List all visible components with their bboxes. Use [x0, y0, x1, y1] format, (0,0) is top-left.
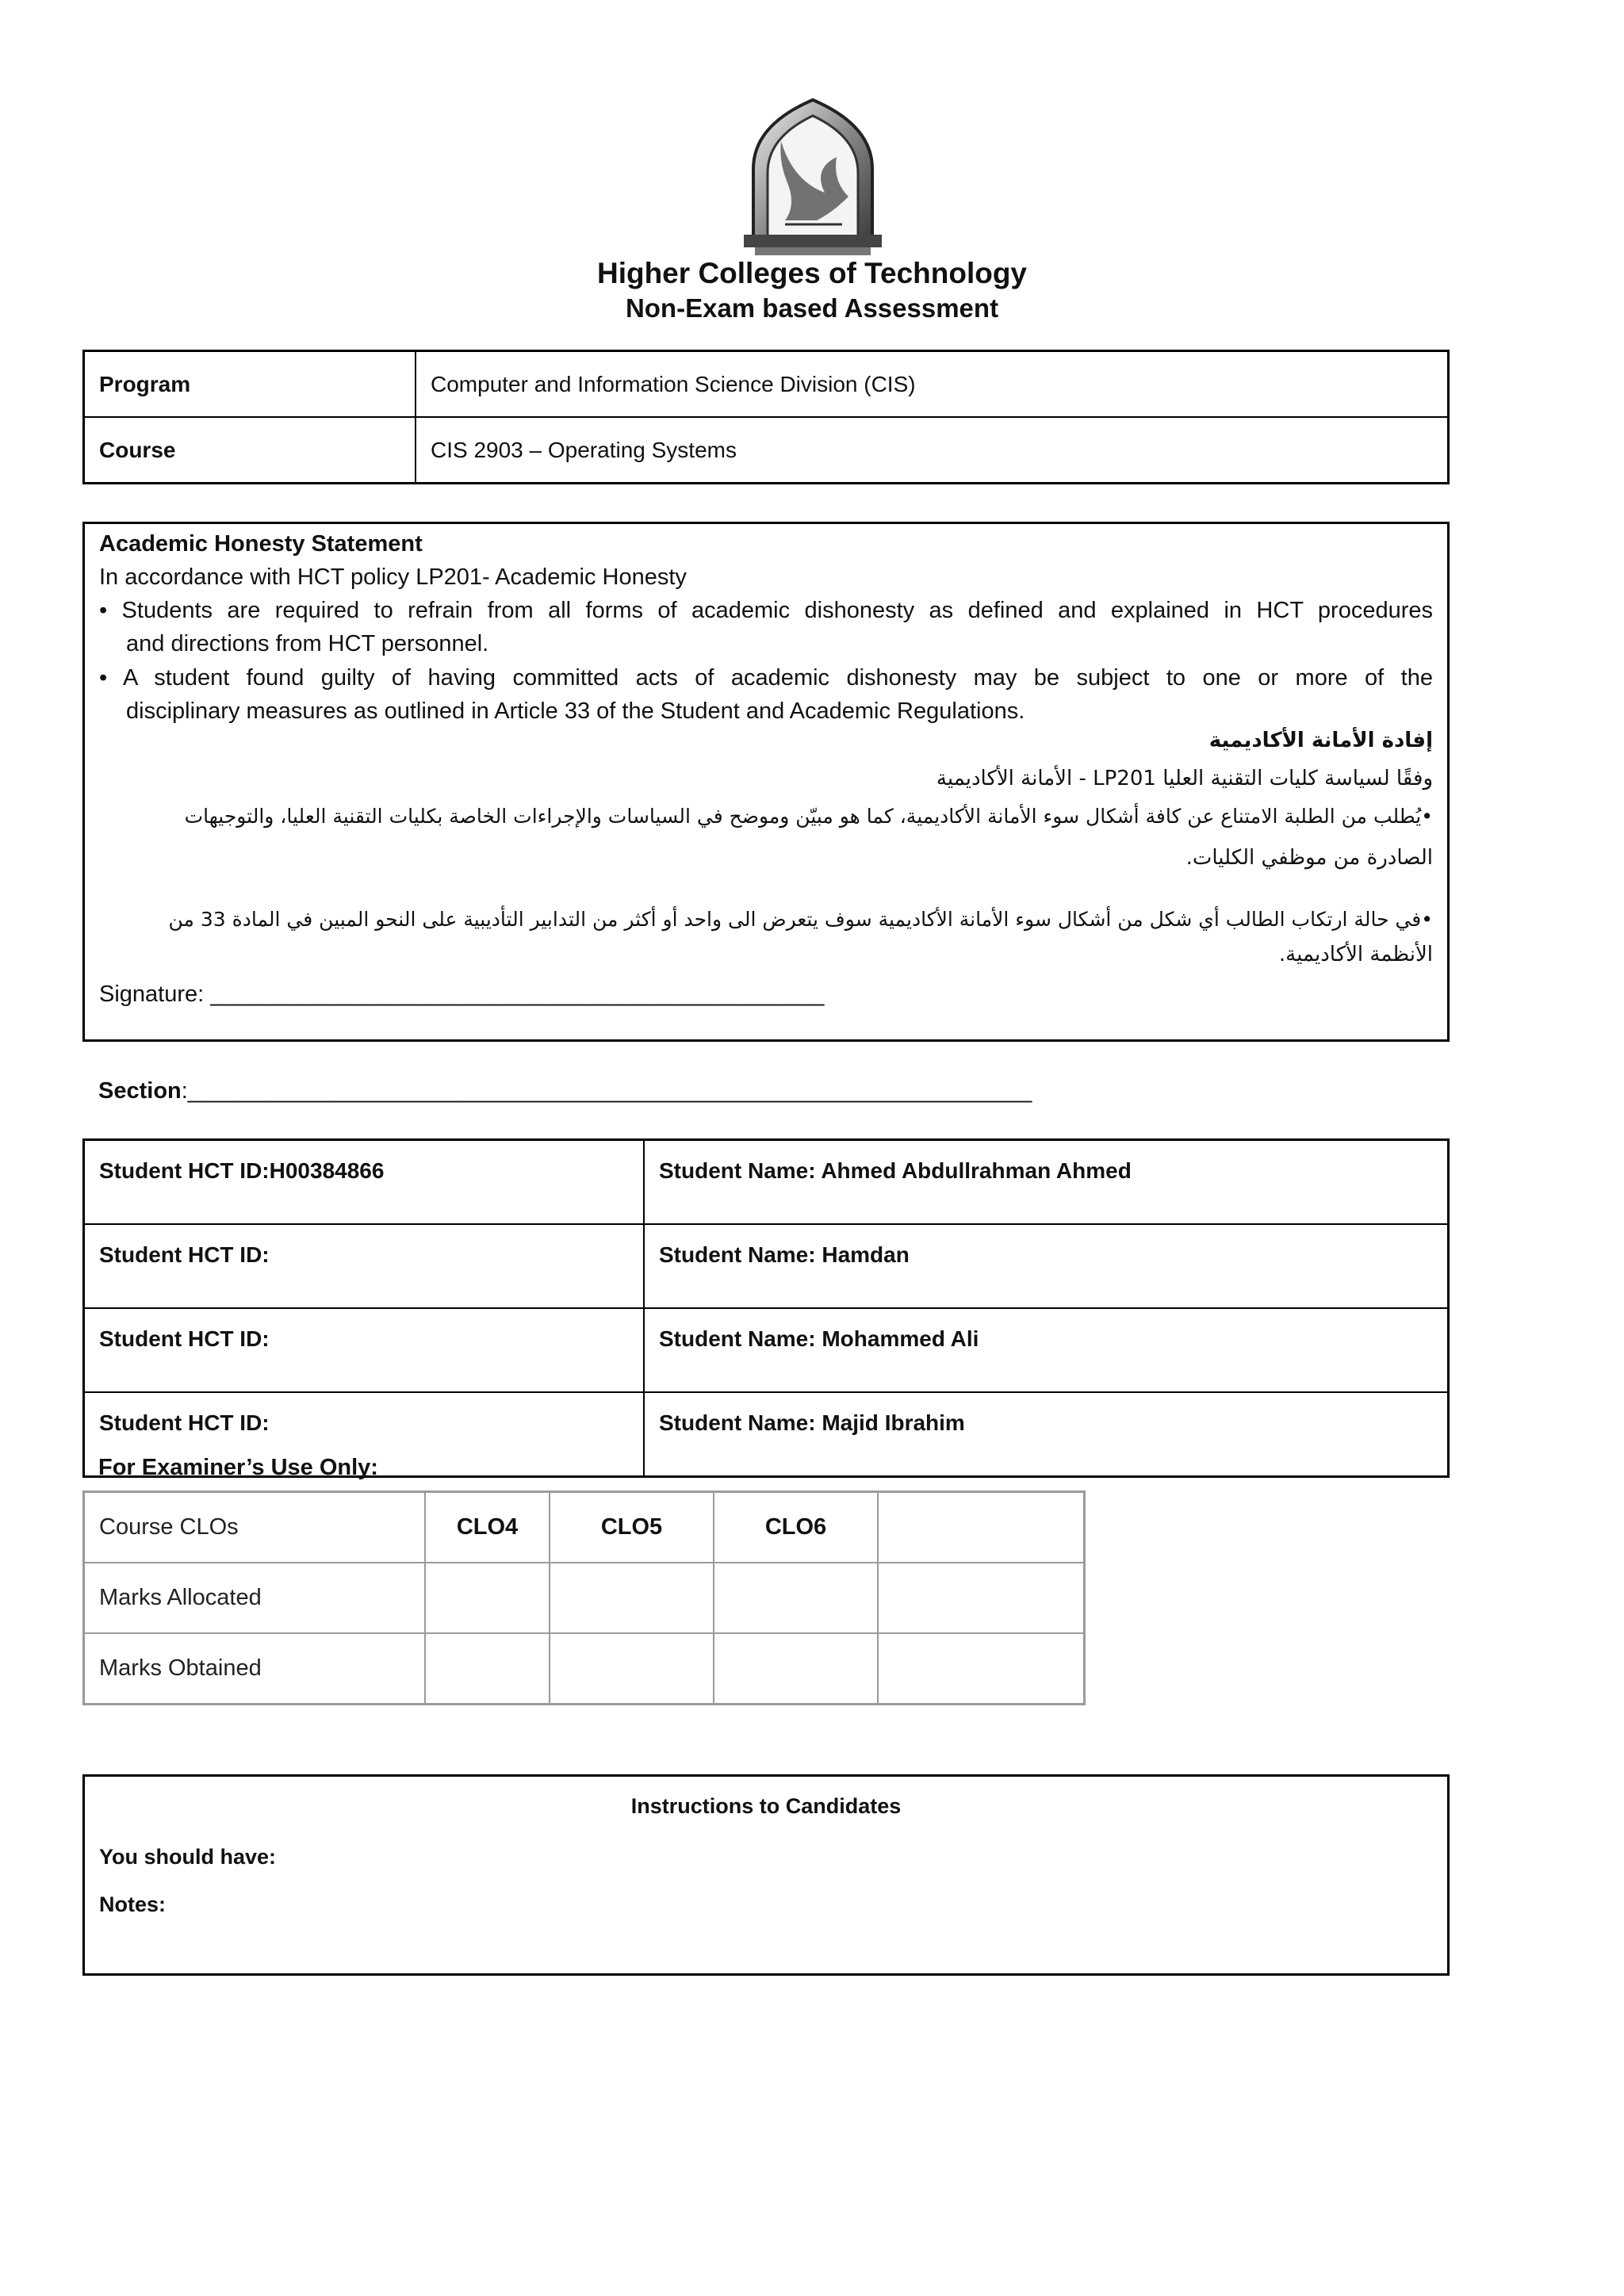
instructions-box — [82, 1774, 1450, 1976]
student-row — [84, 1140, 1449, 1225]
examiner-table — [82, 1490, 1086, 1705]
course-row — [84, 417, 1449, 484]
student-name[interactable]: Student Name: Majid Ibrahim — [644, 1392, 1449, 1477]
student-id[interactable]: Student HCT ID: — [84, 1392, 645, 1477]
student-name[interactable]: Student Name: Mohammed Ali — [644, 1308, 1449, 1392]
marks-cell[interactable] — [550, 1633, 714, 1705]
honesty-bullet1-line1: • Students are required to refrain from all forms of academic dishonesty as defined and explained in HCT procedures — [99, 598, 1433, 623]
institution-title: Higher Colleges of Technology — [596, 257, 1028, 289]
honesty-policy-line: In accordance with HCT policy LP201- Academic Honesty — [99, 564, 687, 590]
marks-allocated-label: Marks Allocated — [84, 1563, 426, 1633]
honesty-arabic-bullet2-line1: •في حالة ارتكاب الطالب أي شكل من أشكال سوء الأمانة الأكاديمية سوف يتعرض الى واحد أو أكثر من التدابير التأديبية على النحو المبين في المادة 33 من — [168, 908, 1433, 931]
academic-honesty-box — [82, 522, 1450, 1042]
instructions-title: Instructions to Candidates — [630, 1794, 902, 1818]
notes-label: Notes: — [99, 1892, 167, 1916]
marks-cell[interactable] — [425, 1633, 550, 1705]
honesty-bullet2-line1: • A student found guilty of having committed acts of academic dishonesty may be subject to one or more of the — [99, 665, 1433, 691]
marks-cell[interactable] — [714, 1633, 878, 1705]
marks-obtained-row — [84, 1633, 1085, 1705]
program-label: Program — [84, 351, 416, 418]
clo-header: CLO6 — [714, 1492, 878, 1563]
honesty-bullet1-line2: and directions from HCT personnel. — [126, 631, 489, 656]
course-label: Course — [84, 417, 416, 484]
honesty-arabic-bullet1-line2: الصادرة من موظفي الكليات. — [1185, 846, 1433, 870]
students-table — [82, 1138, 1450, 1478]
honesty-arabic-bullet2-line2: الأنظمة الأكاديمية. — [1278, 943, 1433, 966]
student-id[interactable]: Student HCT ID: — [84, 1224, 645, 1308]
examiner-title: For Examiner’s Use Only: — [98, 1455, 378, 1480]
marks-cell[interactable] — [550, 1563, 714, 1633]
honesty-arabic-bullet1-line1: •يُطلب من الطلبة الامتناع عن كافة أشكال سوء الأمانة الأكاديمية، كما هو مبيّن وموضح في السياسات والإجراءات الخاصة بكليات التقنية العليا، والتوجيهات — [184, 805, 1433, 828]
honesty-arabic-title: إفادة الأمانة الأكاديمية — [1208, 729, 1433, 752]
honesty-title: Academic Honesty Statement — [99, 531, 423, 557]
clo-row — [84, 1492, 1085, 1563]
course-value: CIS 2903 – Operating Systems — [416, 417, 1449, 484]
section-label: Section — [98, 1078, 182, 1104]
assessment-type-title: Non-Exam based Assessment — [625, 293, 999, 323]
honesty-arabic-policy: وفقًا لسياسة كليات التقنية العليا LP201 - الأمانة الأكاديمية — [936, 767, 1433, 790]
marks-obtained-label: Marks Obtained — [84, 1633, 426, 1705]
marks-cell[interactable] — [714, 1563, 878, 1633]
clo-header — [878, 1492, 1085, 1563]
student-name[interactable]: Student Name: Ahmed Abdullrahman Ahmed — [644, 1140, 1449, 1225]
program-course-table — [82, 350, 1450, 484]
should-have-label: You should have: — [99, 1845, 277, 1869]
student-id[interactable]: Student HCT ID: — [84, 1308, 645, 1392]
student-row — [84, 1308, 1449, 1392]
program-value: Computer and Information Science Division (CIS) — [416, 351, 1449, 418]
marks-cell[interactable] — [878, 1633, 1085, 1705]
student-row — [84, 1224, 1449, 1308]
hct-logo-icon — [737, 94, 888, 260]
program-row — [84, 351, 1449, 418]
course-clos-label: Course CLOs — [84, 1492, 426, 1563]
section-line: :__________________________________________________________________ — [181, 1078, 1032, 1104]
signature-field[interactable]: Signature: ________________________________________________ — [99, 982, 825, 1007]
section-field[interactable] — [98, 1078, 1032, 1104]
marks-allocated-row — [84, 1563, 1085, 1633]
honesty-bullet2-line2: disciplinary measures as outlined in Article 33 of the Student and Academic Regulations. — [126, 698, 1025, 724]
clo-header: CLO5 — [550, 1492, 714, 1563]
marks-cell[interactable] — [878, 1563, 1085, 1633]
student-id[interactable]: Student HCT ID:H00384866 — [84, 1140, 645, 1225]
student-name[interactable]: Student Name: Hamdan — [644, 1224, 1449, 1308]
marks-cell[interactable] — [425, 1563, 550, 1633]
clo-header: CLO4 — [425, 1492, 550, 1563]
